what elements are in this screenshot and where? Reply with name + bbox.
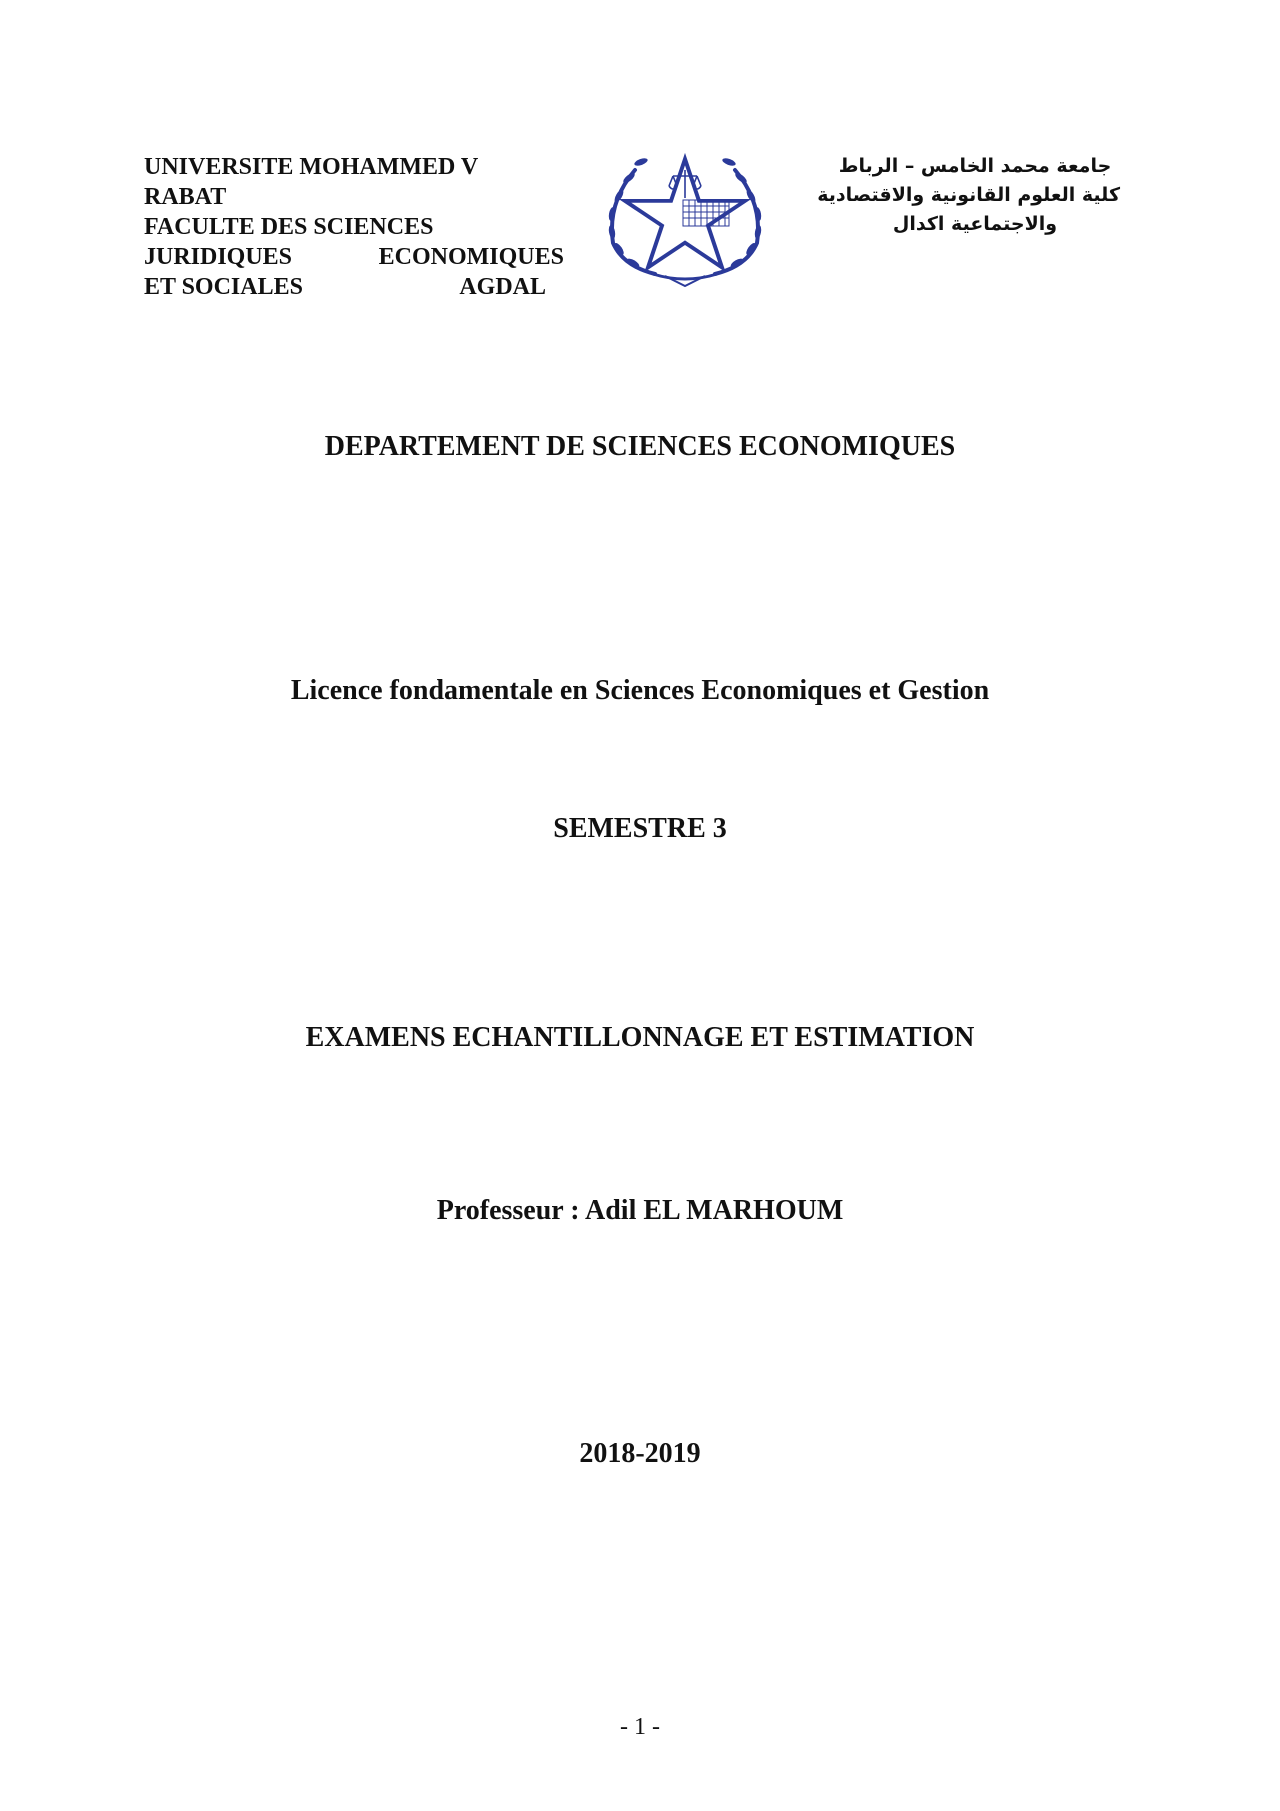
header-line <box>144 242 564 272</box>
faculty-logo <box>595 148 775 288</box>
header-word: AGDAL <box>459 274 546 300</box>
header-line <box>144 182 564 212</box>
header-line <box>144 152 564 182</box>
header-word: JURIDIQUES <box>144 244 293 270</box>
academic-year: 2018-2019 <box>579 1438 701 1469</box>
professor-name: Professeur : Adil EL MARHOUM <box>436 1195 844 1226</box>
semester-title: SEMESTRE 3 <box>553 813 727 844</box>
header-word: ECONOMIQUES <box>378 244 564 270</box>
page-number: - 1 - <box>620 1714 660 1740</box>
header-word: ET SOCIALES <box>144 274 303 300</box>
department-title: DEPARTEMENT DE SCIENCES ECONOMIQUES <box>324 431 956 462</box>
header-word: UNIVERSITE MOHAMMED V <box>144 154 479 180</box>
licence-title: Licence fondamentale en Sciences Economiques et Gestion <box>290 675 990 706</box>
exam-title: EXAMENS ECHANTILLONNAGE ET ESTIMATION <box>305 1022 975 1053</box>
faculty-logo-graphic <box>595 148 775 288</box>
arabic-header-line: جامعة محمد الخامس – الرباط <box>838 155 1112 177</box>
header-word: RABAT <box>144 184 227 210</box>
arabic-header-line: كلية العلوم القانونية والاقتصادية <box>817 184 1120 206</box>
university-name-french <box>144 152 564 302</box>
university-name-arabic <box>817 152 1120 239</box>
arabic-header-line: والاجتماعية اكدال <box>892 213 1058 235</box>
header-word: FACULTE DES SCIENCES <box>144 214 434 240</box>
header-line <box>144 212 564 242</box>
header-line <box>144 272 564 302</box>
